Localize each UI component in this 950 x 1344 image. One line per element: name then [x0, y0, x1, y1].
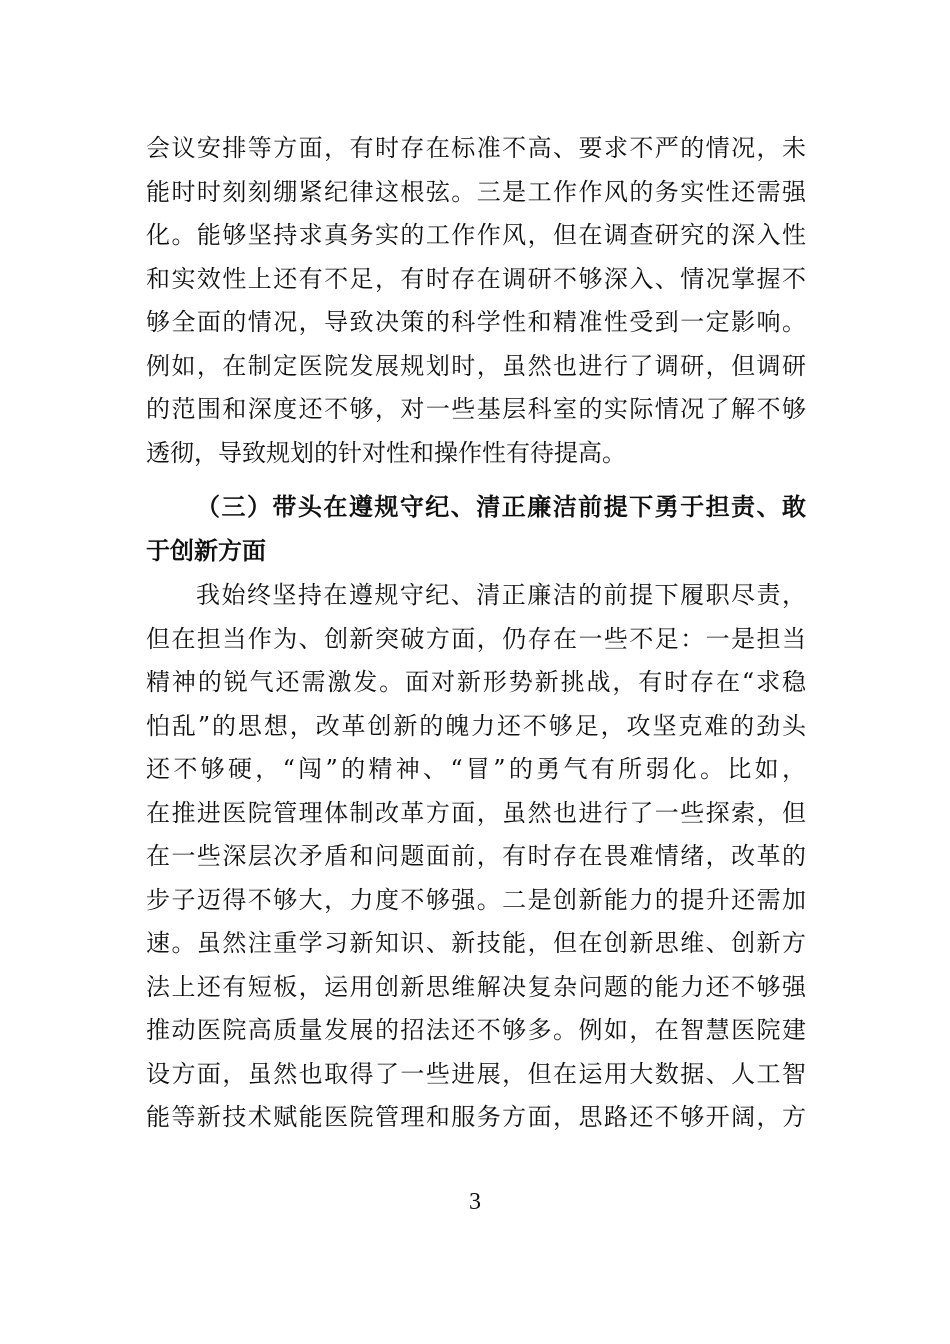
text-line: 能时时刻刻绷紧纪律这根弦。三是工作作风的务实性还需强 [146, 177, 806, 206]
text-line: 的范围和深度还不够，对一些基层科室的实际情况了解不够 [146, 395, 806, 423]
text-line: 够全面的情况，导致决策的科学性和精准性受到一定影响。 [146, 308, 806, 336]
heading-line: 于创新方面 [146, 535, 266, 565]
text-line: 在一些深层次矛盾和问题面前，有时存在畏难情绪，改革的 [146, 842, 806, 870]
text-line: 在推进医院管理体制改革方面，虽然也进行了一些探索，但 [146, 798, 806, 827]
text-line: 法上还有短板，运用创新思维解决复杂问题的能力还不够强 [146, 972, 806, 1001]
text-line: 还不够硬，“闯”的精神、“冒”的勇气有所弱化。比如， [146, 755, 806, 783]
text-line: 能等新技术赋能医院管理和服务方面，思路还不够开阔，方 [146, 1103, 806, 1131]
text-line: 我始终坚持在遵规守纪、清正廉洁的前提下履职尽责， [196, 581, 806, 609]
text-line: 精神的锐气还需激发。面对新形势新挑战，有时存在“求稳 [146, 668, 806, 696]
text-line: 透彻，导致规划的针对性和操作性有待提高。 [146, 438, 626, 467]
paragraph-work-style [146, 127, 806, 475]
text-line: 步子迈得不够大，力度不够强。二是创新能力的提升还需加 [146, 885, 806, 914]
text-line: 怕乱”的思想，改革创新的魄力还不够足，攻坚克难的劲头 [146, 711, 806, 740]
section-heading-3 [146, 485, 806, 572]
text-line: 化。能够坚持求真务实的工作作风，但在调查研究的深入性 [146, 221, 806, 249]
text-line: 但在担当作为、创新突破方面，仍存在一些不足：一是担当 [146, 624, 806, 653]
text-line: 例如，在制定医院发展规划时，虽然也进行了调研，但调研 [146, 351, 806, 380]
text-line: 会议安排等方面，有时存在标准不高、要求不严的情况，未 [146, 134, 806, 162]
text-line: 速。虽然注重学习新知识、新技能，但在创新思维、创新方 [146, 929, 806, 957]
paragraph-responsibility-innovation [146, 574, 806, 1140]
page-number: 3 [469, 1189, 481, 1215]
text-line: 设方面，虽然也取得了一些进展，但在运用大数据、人工智 [146, 1059, 806, 1088]
text-line: 推动医院高质量发展的招法还不够多。例如，在智慧医院建 [146, 1016, 806, 1044]
heading-line: （三）带头在遵规守纪、清正廉洁前提下勇于担责、敢 [196, 492, 806, 521]
text-line: 和实效性上还有不足，有时存在调研不够深入、情况掌握不 [146, 264, 806, 293]
